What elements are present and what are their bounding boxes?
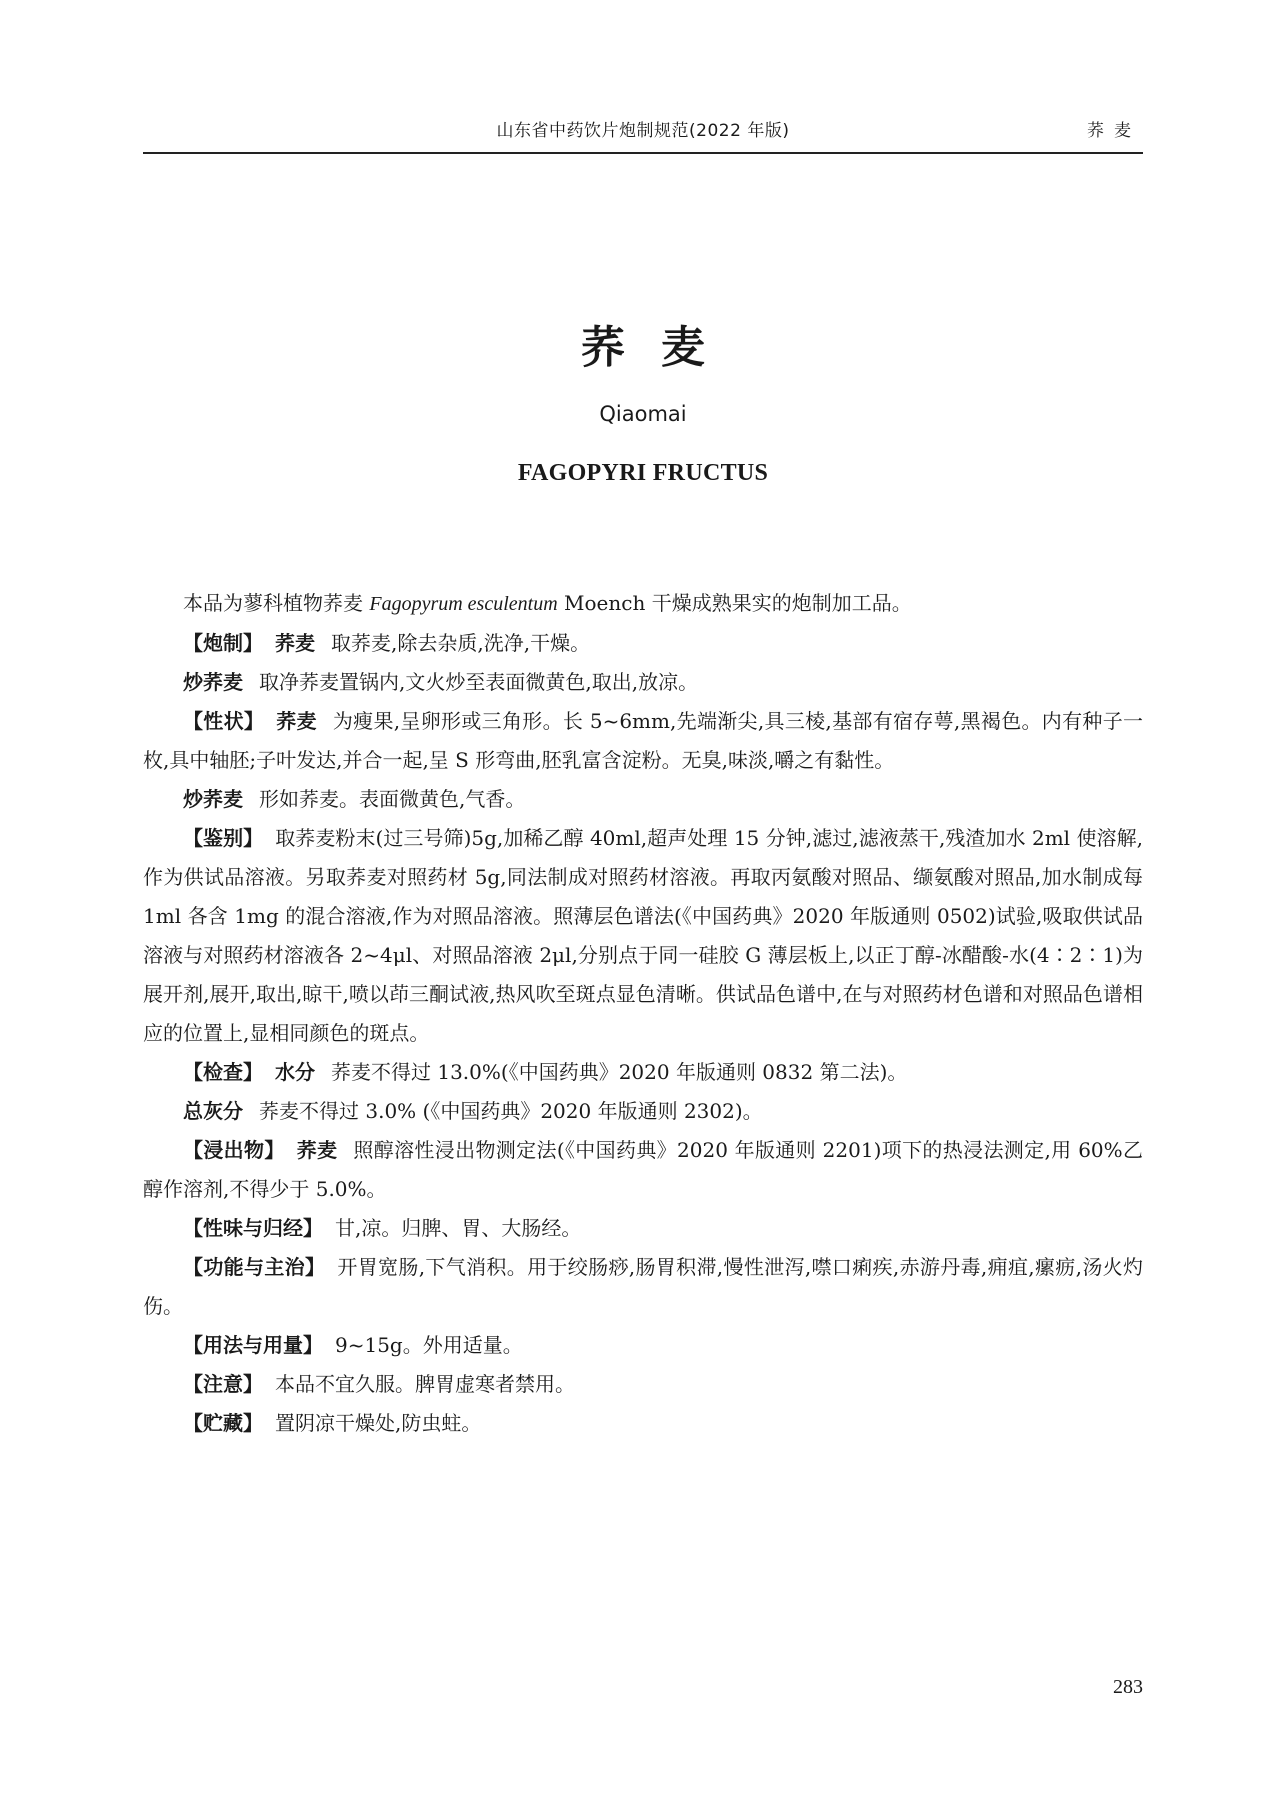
- intro-pre: 本品为蓼科植物荞麦: [183, 591, 370, 615]
- monograph-title: 荞麦: [581, 322, 741, 373]
- intro-paragraph: [143, 584, 1143, 624]
- page-number: 283: [1113, 1676, 1143, 1698]
- processing-item2-name: 炒荞麦: [183, 670, 243, 694]
- function-section: [143, 1248, 1143, 1326]
- inspection-item1-text: 荞麦不得过 13.0%(《中国药典》2020 年版通则 0832 第二法)。: [331, 1060, 908, 1084]
- extract-item-name: 荞麦: [296, 1138, 338, 1162]
- latin-species-name: Fagopyrum esculentum: [369, 593, 558, 615]
- processing-item1-text: 取荞麦,除去杂质,洗净,干燥。: [331, 631, 591, 655]
- pinyin-title: Qiaomai: [599, 402, 687, 426]
- extract-heading: 【浸出物】: [183, 1138, 285, 1162]
- description-item2-name: 炒荞麦: [183, 787, 243, 811]
- dosage-heading: 【用法与用量】: [183, 1333, 323, 1357]
- nature-heading: 【性味与归经】: [183, 1216, 323, 1240]
- caution-heading: 【注意】: [183, 1372, 263, 1396]
- processing-item1-name: 荞麦: [275, 631, 315, 655]
- inspection-section: [143, 1053, 1143, 1092]
- nature-text: 甘,凉。归脾、胃、大肠经。: [335, 1216, 582, 1240]
- caution-section: [143, 1365, 1143, 1404]
- running-title: 山东省中药饮片炮制规范(2022 年版): [496, 121, 790, 141]
- identification-heading: 【鉴别】: [183, 826, 264, 850]
- inspection-item2: [143, 1092, 1143, 1131]
- description-heading: 【性状】: [183, 709, 265, 733]
- inspection-item1-name: 水分: [275, 1060, 315, 1084]
- description-item1-name: 荞麦: [276, 709, 317, 733]
- description-item1-text: 为瘦果,呈卵形或三角形。长 5~6mm,先端渐尖,具三棱,基部有宿存萼,黑褐色。内有种子一枚,具中轴胚;子叶发达,并合一起,呈 S 形弯曲,胚乳富含淀粉。无臭,味淡,嚼之有黏性。: [143, 709, 1144, 772]
- intro-post: Moench 干燥成熟果实的炮制加工品。: [557, 591, 912, 615]
- processing-item2: [143, 663, 1143, 702]
- dosage-text: 9~15g。外用适量。: [335, 1333, 523, 1357]
- caution-text: 本品不宜久服。脾胃虚寒者禁用。: [275, 1372, 575, 1396]
- inspection-heading: 【检查】: [183, 1060, 263, 1084]
- monograph-body: [143, 584, 1143, 1443]
- nature-section: [143, 1209, 1143, 1248]
- description-item2-text: 形如荞麦。表面微黄色,气香。: [259, 787, 526, 811]
- running-entry: 荞麦: [1087, 121, 1141, 141]
- extract-section: [143, 1131, 1143, 1209]
- storage-heading: 【贮藏】: [183, 1411, 263, 1435]
- dosage-section: [143, 1326, 1143, 1365]
- processing-item2-text: 取净荞麦置锅内,文火炒至表面微黄色,取出,放凉。: [259, 670, 699, 694]
- description-item2: [143, 780, 1143, 819]
- inspection-item2-name: 总灰分: [183, 1099, 243, 1123]
- description-section: [143, 702, 1143, 780]
- inspection-item2-text: 荞麦不得过 3.0% (《中国药典》2020 年版通则 2302)。: [259, 1099, 763, 1123]
- title-block: [143, 318, 1143, 488]
- function-text: 开胃宽肠,下气消积。用于绞肠痧,肠胃积滞,慢性泄泻,噤口痢疾,赤游丹毒,痈疽,瘰疬,汤火灼伤。: [143, 1255, 1144, 1318]
- function-heading: 【功能与主治】: [183, 1255, 326, 1279]
- processing-section: [143, 624, 1143, 663]
- processing-heading: 【炮制】: [183, 631, 263, 655]
- storage-text: 置阴凉干燥处,防虫蛀。: [275, 1411, 482, 1435]
- storage-section: [143, 1404, 1143, 1443]
- running-header: [143, 112, 1143, 154]
- identification-text: 取荞麦粉末(过三号筛)5g,加稀乙醇 40ml,超声处理 15 分钟,滤过,滤液蒸干,残渣加水 2ml 使溶解,作为供试品溶液。另取荞麦对照药材 5g,同法制成对照药材溶液。再取丙氨酸对照品、缬氨酸对照品,加水制成每 1ml 各含 1mg 的混合溶液,作为对照品溶液。照薄层色谱法(《中国药典》2020 年版通则 0502)试验,吸取供试品溶液与对照药材溶液各 2~4μl、对照品溶液 2μl,分别点于同一硅胶 G 薄层板上,以正丁醇-冰醋酸-水(4∶2∶1)为展开剂,展开,取出,晾干,喷以茚三酮试液,热风吹至斑点显色清晰。供试品色谱中,在与对照药材色谱和对照品色谱相应的位置上,显相同颜色的斑点。: [143, 826, 1144, 1045]
- extract-text: 照醇溶性浸出物测定法(《中国药典》2020 年版通则 2201)项下的热浸法测定,用 60%乙醇作溶剂,不得少于 5.0%。: [143, 1138, 1144, 1201]
- identification-section: [143, 819, 1143, 1053]
- latin-title: FAGOPYRI FRUCTUS: [517, 460, 769, 486]
